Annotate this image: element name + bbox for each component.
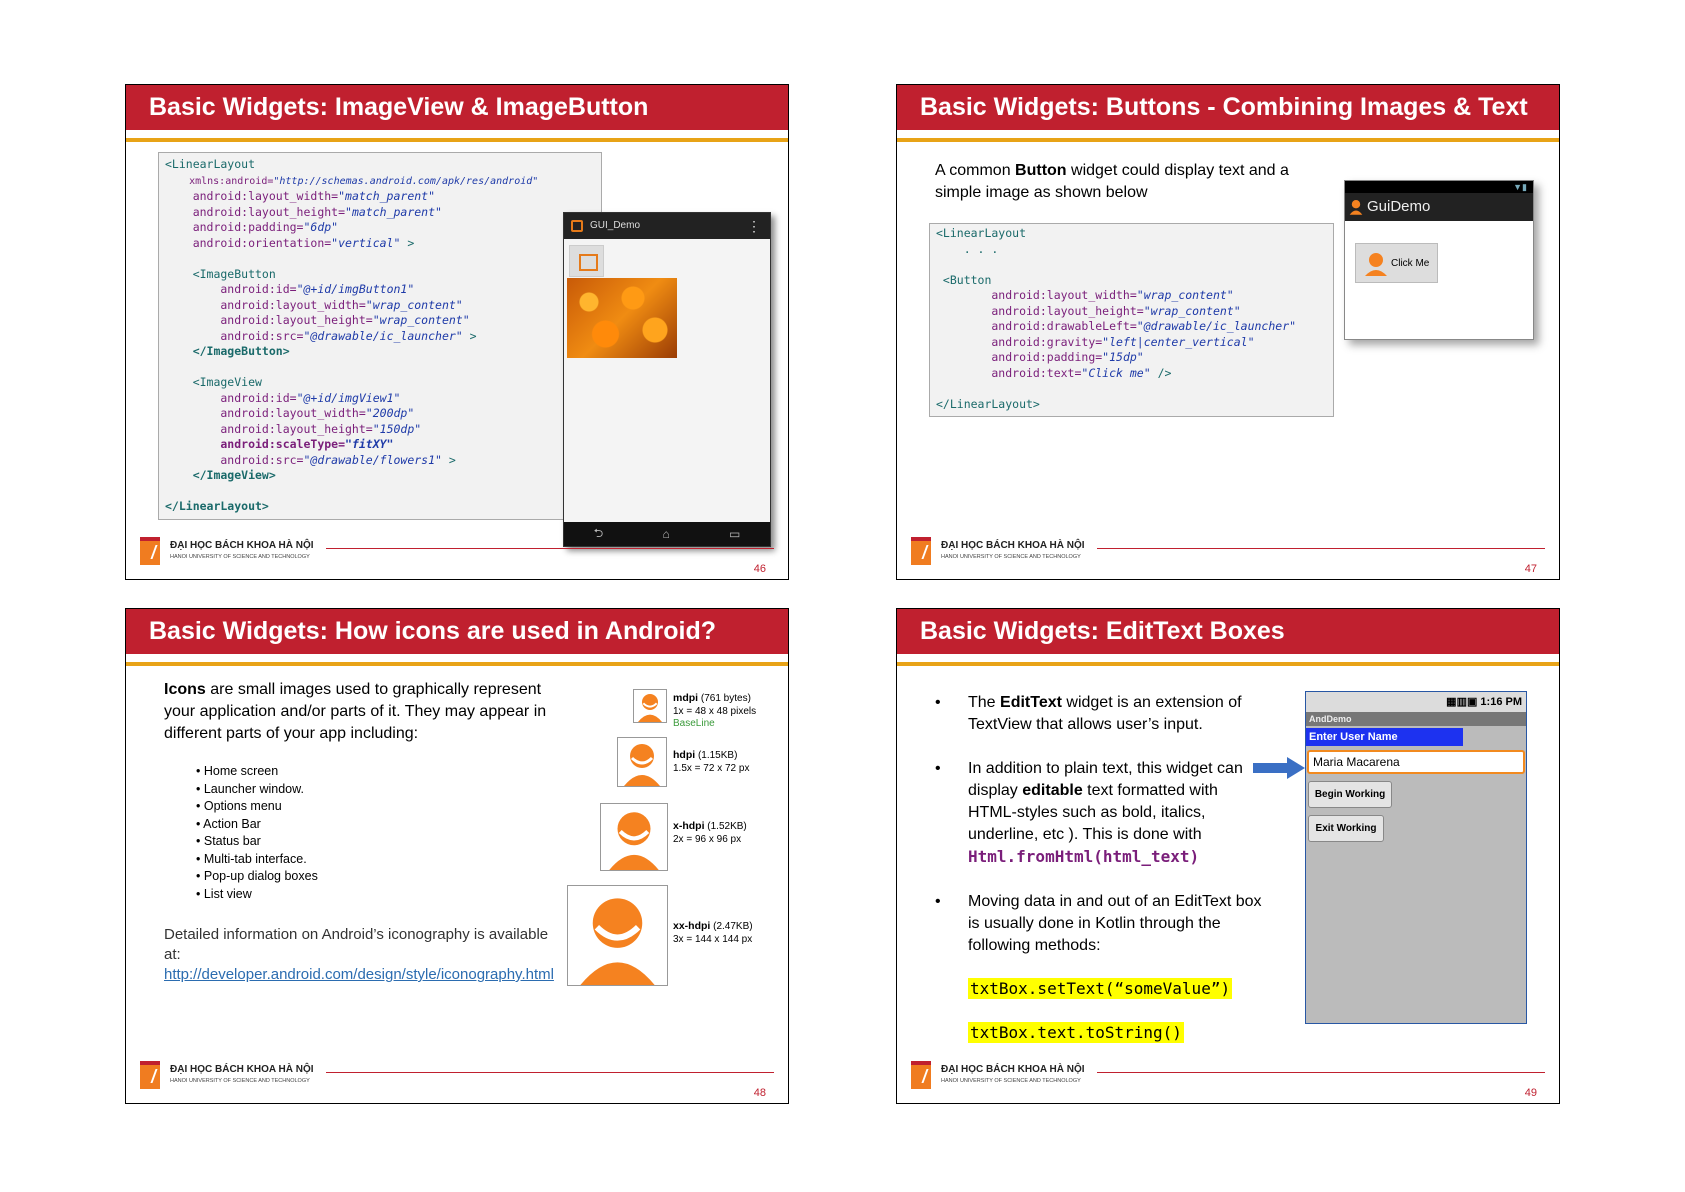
- code-block: <LinearLayout . . . <Button android:layout_width="wrap_content" android:layout_height="wrap_content" android:drawableLeft="@drawable/ic_launcher" android:gravity="left|center_vertical" android:padding="15dp" android:text="Click me" /> </LinearLayout>: [929, 223, 1334, 417]
- person-icon: [617, 737, 667, 787]
- phone-mockup: [1305, 691, 1527, 1024]
- app-title: GuiDemo: [1367, 198, 1431, 215]
- recents-icon[interactable]: ▭: [729, 527, 741, 541]
- slide-47: [896, 84, 1560, 580]
- person-icon: [633, 689, 667, 723]
- phone-mockup: [563, 212, 771, 547]
- person-icon: [600, 803, 668, 871]
- bullet-2: • In addition to plain text, this widget can display editable text formatted with HTML-styles such as bold, italics, underline, etc ). This is done with Html.fromHtml(html_text): [935, 760, 1243, 866]
- university-logo: [911, 537, 931, 565]
- iconography-link[interactable]: http://developer.android.com/design/style/iconography.html: [164, 966, 554, 983]
- signal-battery-icons: ▦▥▣: [1446, 696, 1481, 708]
- exit-working-button[interactable]: Exit Working: [1308, 815, 1384, 842]
- home-icon[interactable]: ⌂: [662, 527, 670, 541]
- footer-divider: [1097, 1072, 1545, 1074]
- android-launcher-icon: [1349, 199, 1363, 215]
- footer-divider: [1097, 548, 1545, 550]
- icon-label-xhdpi: x-hdpi (1.52KB) 2x = 96 x 96 px: [673, 820, 747, 845]
- page-number: 49: [1524, 1087, 1537, 1099]
- footer-university: ĐẠI HỌC BÁCH KHOA HÀ NỘI: [170, 1064, 314, 1075]
- list-item: • List view: [196, 886, 318, 904]
- intro-text: A common Button widget could display text and a simple image as shown below: [935, 162, 1289, 201]
- university-logo: [140, 537, 160, 565]
- inline-code: Html.fromHtml(html_text): [968, 847, 1200, 866]
- page-number: 48: [753, 1087, 766, 1099]
- list-item: • Pop-up dialog boxes: [196, 868, 318, 886]
- app-bar: [564, 213, 770, 239]
- icon-label-hdpi: hdpi (1.15KB) 1.5x = 72 x 72 px: [673, 749, 750, 774]
- usage-list: [196, 763, 318, 903]
- code-to-string: txtBox.text.toString(): [970, 1023, 1182, 1042]
- icon-label-xxhdpi: xx-hdpi (2.47KB) 3x = 144 x 144 px: [673, 920, 753, 945]
- list-item: • Options menu: [196, 798, 318, 816]
- list-item: • Home screen: [196, 763, 318, 781]
- code-set-text: txtBox.setText(“someValue”): [970, 979, 1231, 998]
- list-item: • Status bar: [196, 833, 318, 851]
- slide-46: [125, 84, 789, 580]
- footer-divider: [326, 1072, 774, 1074]
- slide-title: Basic Widgets: ImageView & ImageButton: [126, 85, 788, 130]
- click-me-button[interactable]: [1355, 243, 1438, 283]
- footer-university-sub: HANOI UNIVERSITY OF SCIENCE AND TECHNOLOGY: [941, 1078, 1081, 1084]
- page-number: 47: [1524, 563, 1537, 575]
- footer-university: ĐẠI HỌC BÁCH KHOA HÀ NỘI: [170, 540, 314, 551]
- footer-university-sub: HANOI UNIVERSITY OF SCIENCE AND TECHNOLOGY: [941, 554, 1081, 560]
- title-underline: [897, 662, 1559, 666]
- person-icon: [567, 885, 668, 986]
- overflow-menu-icon[interactable]: ⋮: [747, 218, 760, 234]
- intro-text: Icons are small images used to graphically represent your application and/or parts of it. They may appear in different parts of your app including:: [164, 681, 547, 742]
- title-underline: [897, 138, 1559, 142]
- slide-title: Basic Widgets: How icons are used in Android?: [126, 609, 788, 654]
- nav-bar: [564, 522, 770, 546]
- title-underline: [126, 138, 788, 142]
- begin-working-button[interactable]: Begin Working: [1308, 781, 1392, 808]
- arrow-right-icon: [1253, 757, 1305, 779]
- footer-university: ĐẠI HỌC BÁCH KHOA HÀ NỘI: [941, 540, 1085, 551]
- footer-divider: [326, 548, 774, 550]
- list-item: • Multi-tab interface.: [196, 851, 318, 869]
- detail-text: Detailed information on Android’s iconography is available at: http://developer.android.com/design/style/iconography.html: [164, 926, 554, 983]
- code-block: <LinearLayout xmlns:android="http://schemas.android.com/apk/res/android" android:layout_width="match_parent" android:layout_height="match_parent" android:padding="6dp" android:orientation="vertical" > <ImageButton android:id="@+id/imgButton1" android:layout_width="wrap_content" android:layout_height="wrap_content" android:src="@drawable/ic_launcher" > </ImageButton> <ImageView android:id="@+id/imgView1" android:layout_width="200dp" android:layout_height="150dp" android:scaleType="fitXY" android:src="@drawable/flowers1" > </ImageView> </LinearLayout>: [158, 152, 602, 520]
- crop-icon: [571, 220, 583, 232]
- status-time: 1:16 PM: [1480, 696, 1522, 708]
- list-item: • Action Bar: [196, 816, 318, 834]
- slide-49: [896, 608, 1560, 1104]
- app-title: GUI_Demo: [590, 220, 641, 231]
- university-logo: [911, 1061, 931, 1089]
- button-label: Click Me: [1391, 258, 1430, 269]
- icon-label-mdpi: mdpi (761 bytes) 1x = 48 x 48 pixels BaseLine: [673, 692, 757, 729]
- launcher-icon: [1364, 252, 1388, 276]
- status-bar: ▼▮: [1345, 181, 1533, 193]
- title-underline: [126, 662, 788, 666]
- bullet-1: • The EditText widget is an extension of TextView that allows user’s input.: [935, 694, 1242, 733]
- username-input[interactable]: Maria Macarena: [1307, 750, 1525, 774]
- bullet-3: • Moving data in and out of an EditText box is usually done in Kotlin through the following methods:: [935, 893, 1262, 954]
- slide-48: [125, 608, 789, 1104]
- page-number: 46: [753, 563, 766, 575]
- image-button[interactable]: [569, 245, 604, 277]
- status-bar: [1306, 692, 1526, 712]
- footer-university-sub: HANOI UNIVERSITY OF SCIENCE AND TECHNOLOGY: [170, 1078, 310, 1084]
- footer-university-sub: HANOI UNIVERSITY OF SCIENCE AND TECHNOLOGY: [170, 554, 310, 560]
- slide-title: Basic Widgets: EditText Boxes: [897, 609, 1559, 654]
- flowers-image: [567, 278, 677, 358]
- back-icon[interactable]: ⮌: [593, 525, 604, 540]
- list-item: • Launcher window.: [196, 781, 318, 799]
- app-bar: [1345, 193, 1533, 221]
- username-label: Enter User Name: [1306, 728, 1463, 746]
- footer-university: ĐẠI HỌC BÁCH KHOA HÀ NỘI: [941, 1064, 1085, 1075]
- slide-title: Basic Widgets: Buttons - Combining Images & Text: [897, 85, 1559, 130]
- university-logo: [140, 1061, 160, 1089]
- app-title: AndDemo: [1306, 712, 1526, 726]
- phone-mockup: [1344, 180, 1534, 340]
